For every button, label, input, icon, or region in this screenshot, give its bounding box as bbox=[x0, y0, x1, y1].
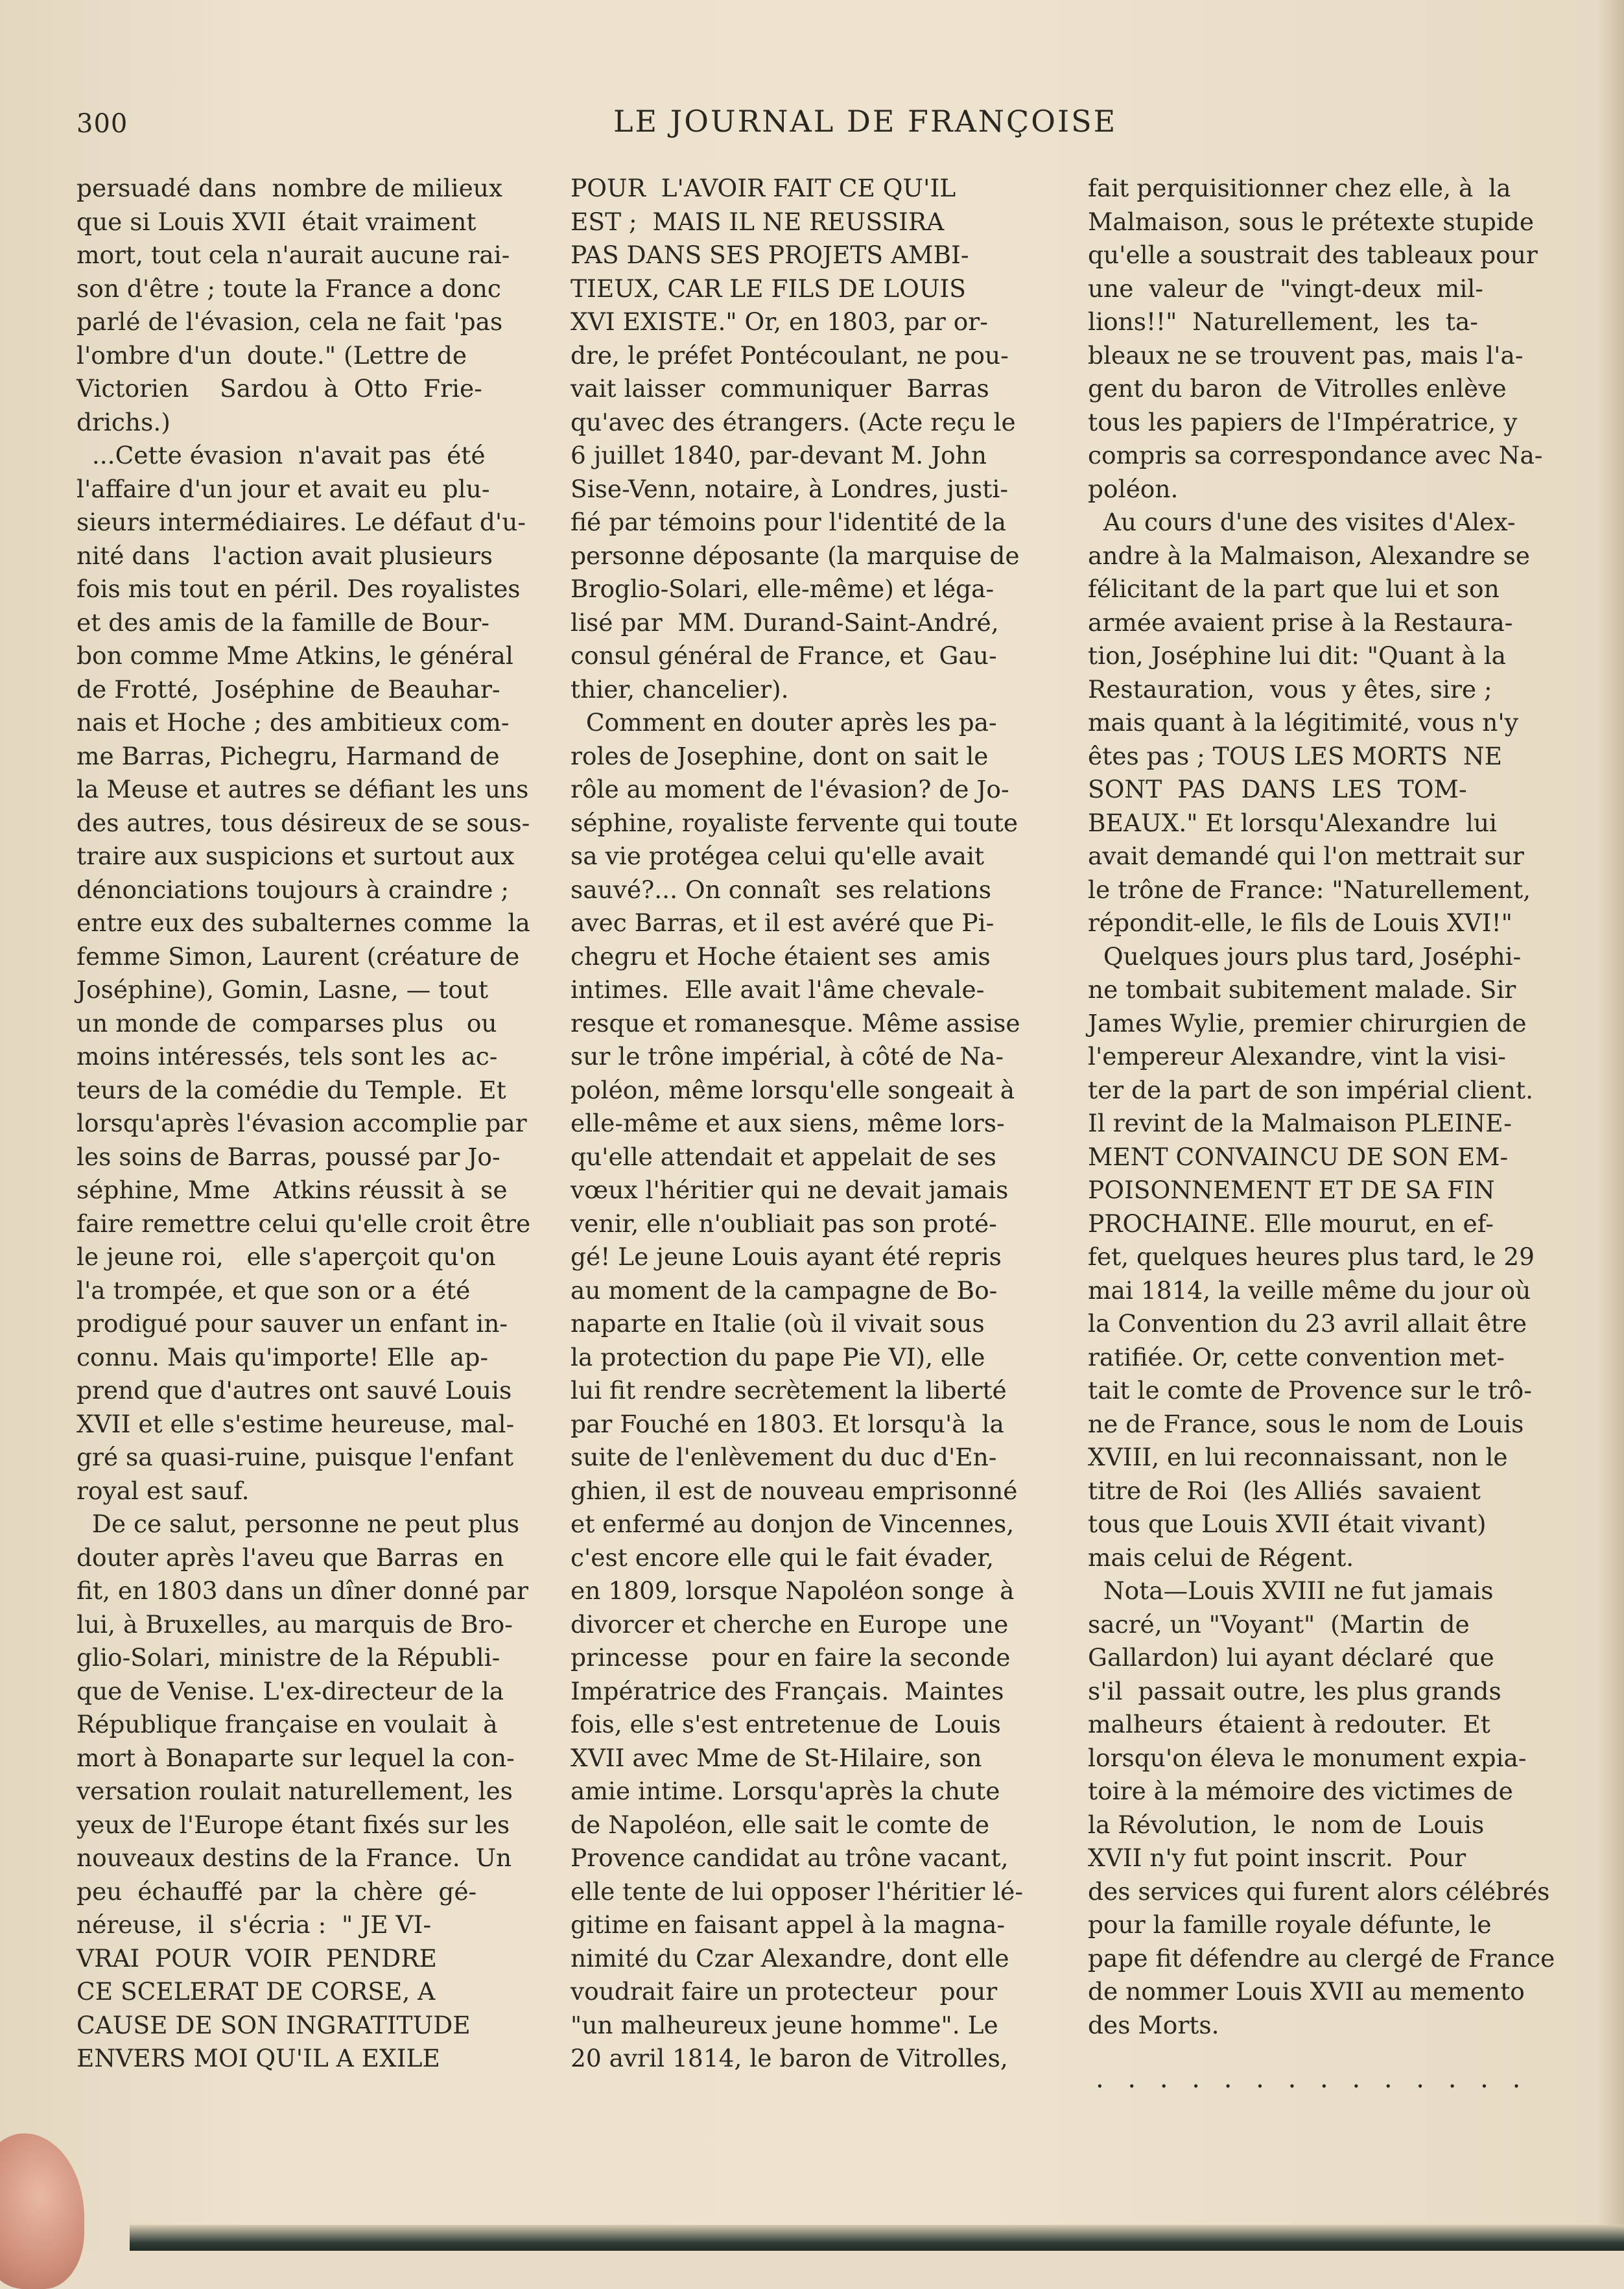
text-line: des autres, tous désireux de se sous- bbox=[76, 808, 530, 837]
text-line: fet, quelques heures plus tard, le 29 bbox=[1088, 1242, 1535, 1271]
text-line: les soins de Barras, poussé par Jo- bbox=[76, 1142, 500, 1171]
text-line: poléon, même lorsqu'elle songeait à bbox=[571, 1075, 1015, 1104]
text-line: faire remettre celui qu'elle croit être bbox=[76, 1209, 531, 1238]
text-line: gent du baron de Vitrolles enlève bbox=[1088, 374, 1507, 403]
text-line: Quelques jours plus tard, Joséphi- bbox=[1088, 942, 1522, 971]
text-line: andre à la Malmaison, Alexandre se bbox=[1088, 541, 1530, 570]
running-title: LE JOURNAL DE FRANÇOISE bbox=[613, 104, 1118, 139]
text-line: Malmaison, sous le prétexte stupide bbox=[1088, 207, 1535, 236]
text-line: des services qui furent alors célébrés bbox=[1088, 1877, 1550, 1906]
text-line: lorsqu'on éleva le monument expia- bbox=[1088, 1743, 1527, 1772]
text-column-1 bbox=[76, 172, 556, 2076]
text-line: entre eux des subalternes comme la bbox=[76, 908, 530, 937]
text-line: "un malheureux jeune homme". Le bbox=[571, 2010, 998, 2039]
text-line: malheurs étaient à redouter. Et bbox=[1088, 1710, 1490, 1738]
text-line: ne tombait subitement malade. Sir bbox=[1088, 975, 1516, 1004]
text-line: POUR L'AVOIR FAIT CE QU'IL bbox=[571, 174, 956, 202]
text-line: me Barras, Pichegru, Harmand de bbox=[76, 741, 500, 770]
text-line: sauvé?... On connaît ses relations bbox=[571, 875, 991, 904]
text-line: Au cours d'une des visites d'Alex- bbox=[1088, 508, 1516, 536]
text-line: lui, à Bruxelles, au marquis de Bro- bbox=[76, 1609, 513, 1639]
page-header bbox=[76, 97, 1587, 143]
text-line: la Révolution, le nom de Louis bbox=[1088, 1810, 1485, 1839]
text-line: divorcer et cherche en Europe une bbox=[571, 1609, 1009, 1639]
text-line: toire à la mémoire des victimes de bbox=[1088, 1777, 1513, 1805]
text-line: de nommer Louis XVII au memento bbox=[1088, 1977, 1525, 2006]
text-line: venir, elle n'oubliait pas son proté- bbox=[571, 1209, 997, 1238]
text-line: nimité du Czar Alexandre, dont elle bbox=[571, 1943, 1009, 1973]
text-line: EST ; MAIS IL NE REUSSIRA bbox=[571, 207, 945, 236]
text-line: tous les papiers de l'Impératrice, y bbox=[1088, 407, 1518, 436]
text-line: 6 juillet 1840, par-devant M. John bbox=[571, 441, 987, 469]
text-line: qu'avec des étrangers. (Acte reçu le bbox=[571, 407, 1016, 436]
text-line: voudrait faire un protecteur pour bbox=[571, 1977, 998, 2006]
text-line: tion, Joséphine lui dit: "Quant à la bbox=[1088, 641, 1507, 670]
text-line: l'empereur Alexandre, vint la visi- bbox=[1088, 1042, 1506, 1071]
text-line: son d'être ; toute la France a donc bbox=[76, 274, 501, 303]
text-line: fait perquisitionner chez elle, à la bbox=[1088, 174, 1511, 202]
text-line: Victorien Sardou à Otto Frie- bbox=[76, 374, 482, 403]
text-line: prodigué pour sauver un enfant in- bbox=[76, 1309, 508, 1338]
text-column-2 bbox=[571, 172, 1070, 2076]
text-line: XVII n'y fut point inscrit. Pour bbox=[1088, 1844, 1466, 1872]
text-line: ne de France, sous le nom de Louis bbox=[1088, 1409, 1524, 1438]
text-line: naparte en Italie (où il vivait sous bbox=[571, 1309, 985, 1338]
text-line: la Convention du 23 avril allait être bbox=[1088, 1309, 1527, 1338]
text-line: mais quant à la légitimité, vous n'y bbox=[1088, 708, 1518, 737]
text-line: connu. Mais qu'importe! Elle ap- bbox=[76, 1342, 488, 1371]
text-line: amie intime. Lorsqu'après la chute bbox=[571, 1777, 1000, 1805]
text-line: Comment en douter après les pa- bbox=[571, 708, 997, 737]
text-line: intimes. Elle avait l'âme chevale- bbox=[571, 975, 985, 1004]
text-line: bon comme Mme Atkins, le général bbox=[76, 641, 513, 670]
thumb-holding-page bbox=[0, 2133, 84, 2289]
text-line: chegru et Hoche étaient ses amis bbox=[571, 942, 991, 971]
text-line: pape fit défendre au clergé de France bbox=[1088, 1943, 1555, 1973]
text-line: félicitant de la part que lui et son bbox=[1088, 575, 1500, 603]
text-line: lorsqu'après l'évasion accomplie par bbox=[76, 1109, 527, 1137]
text-line: de Frotté, Joséphine de Beauhar- bbox=[76, 674, 500, 704]
text-line: répondit-elle, le fils de Louis XVI!" bbox=[1088, 908, 1512, 937]
text-line: XVII et elle s'estime heureuse, mal- bbox=[76, 1409, 515, 1438]
text-line: la protection du pape Pie VI), elle bbox=[571, 1342, 985, 1371]
text-line: royal est sauf. bbox=[76, 1476, 250, 1505]
text-line: SONT PAS DANS LES TOM- bbox=[1088, 775, 1467, 803]
text-line: sur le trône impérial, à côté de Na- bbox=[571, 1042, 1004, 1071]
closing-dots: . . . . . . . . . . . . . . bbox=[1096, 2064, 1529, 2094]
text-line: peu échauffé par la chère gé- bbox=[76, 1877, 477, 1906]
text-line: Joséphine), Gomin, Lasne, — tout bbox=[76, 975, 489, 1004]
text-column-3 bbox=[1088, 172, 1587, 2042]
text-line: personne déposante (la marquise de bbox=[571, 541, 1020, 570]
text-line: teurs de la comédie du Temple. Et bbox=[76, 1075, 506, 1104]
text-line: lisé par MM. Durand-Saint-André, bbox=[571, 608, 999, 637]
text-line: mort à Bonaparte sur lequel la con- bbox=[76, 1743, 515, 1772]
text-line: Impératrice des Français. Maintes bbox=[571, 1676, 1004, 1705]
text-line: versation roulait naturellement, les bbox=[76, 1777, 513, 1805]
text-line: ENVERS MOI QU'IL A EXILE bbox=[76, 2044, 440, 2072]
text-line: gré sa quasi-ruine, puisque l'enfant bbox=[76, 1443, 514, 1471]
text-line: des Morts. bbox=[1088, 2010, 1219, 2039]
text-line: s'il passait outre, les plus grands bbox=[1088, 1676, 1501, 1705]
text-line: et enfermé au donjon de Vincennes, bbox=[571, 1510, 1015, 1538]
text-line: avec Barras, et il est avéré que Pi- bbox=[571, 908, 994, 937]
text-line: PAS DANS SES PROJETS AMBI- bbox=[571, 241, 969, 269]
text-line: XVII avec Mme de St-Hilaire, son bbox=[571, 1743, 982, 1772]
text-line: de Napoléon, elle sait le comte de bbox=[571, 1810, 990, 1839]
text-line: Restauration, vous y êtes, sire ; bbox=[1088, 674, 1492, 704]
text-line: l'a trompée, et que son or a été bbox=[76, 1275, 471, 1305]
text-line: rôle au moment de l'évasion? de Jo- bbox=[571, 775, 1009, 803]
text-line: suite de l'enlèvement du duc d'En- bbox=[571, 1443, 997, 1471]
text-line: De ce salut, personne ne peut plus bbox=[76, 1510, 520, 1538]
text-line: glio-Solari, ministre de la Républi- bbox=[76, 1643, 500, 1672]
text-line: un monde de comparses plus ou bbox=[76, 1008, 497, 1038]
text-line: vœux l'héritier qui ne devait jamais bbox=[571, 1176, 1009, 1204]
text-line: CE SCELERAT DE CORSE, A bbox=[76, 1977, 436, 2006]
text-line: nais et Hoche ; des ambitieux com- bbox=[76, 708, 510, 737]
text-line: thier, chancelier). bbox=[571, 674, 789, 704]
text-line: nité dans l'action avait plusieurs bbox=[76, 541, 493, 570]
text-line: séphine, royaliste fervente qui toute bbox=[571, 808, 1018, 837]
text-line: CAUSE DE SON INGRATITUDE bbox=[76, 2010, 471, 2039]
text-line: que de Venise. L'ex-directeur de la bbox=[76, 1676, 504, 1705]
text-line: qu'elle a soustrait des tableaux pour bbox=[1088, 241, 1538, 269]
text-line: VRAI POUR VOIR PENDRE bbox=[76, 1943, 437, 1973]
page-number: 300 bbox=[76, 109, 128, 139]
text-line: ghien, il est de nouveau emprisonné bbox=[571, 1476, 1018, 1505]
text-line: en 1809, lorsque Napoléon songe à bbox=[571, 1576, 1015, 1605]
text-line: Il revint de la Malmaison PLEINE- bbox=[1088, 1109, 1512, 1137]
text-line: qu'elle attendait et appelait de ses bbox=[571, 1142, 996, 1171]
text-line: séphine, Mme Atkins réussit à se bbox=[76, 1176, 508, 1204]
text-line: néreuse, il s'écria : " JE VI- bbox=[76, 1910, 432, 1939]
text-line: gé! Le jeune Louis ayant été repris bbox=[571, 1242, 1002, 1271]
text-line: pour la famille royale défunte, le bbox=[1088, 1910, 1492, 1939]
text-line: sieurs intermédiaires. Le défaut d'u- bbox=[76, 508, 526, 536]
text-line: lui fit rendre secrètement la liberté bbox=[571, 1376, 1007, 1405]
text-line: Gallardon) lui ayant déclaré que bbox=[1088, 1643, 1494, 1672]
text-line: l'ombre d'un doute." (Lettre de bbox=[76, 340, 467, 370]
text-line: une valeur de "vingt-deux mil- bbox=[1088, 274, 1483, 303]
text-line: princesse pour en faire la seconde bbox=[571, 1643, 1011, 1672]
text-line: le trône de France: "Naturellement, bbox=[1088, 875, 1531, 904]
text-line: Provence candidat au trône vacant, bbox=[571, 1844, 1009, 1872]
text-line: roles de Josephine, dont on sait le bbox=[571, 741, 989, 770]
text-line: drichs.) bbox=[76, 407, 171, 436]
scan-bottom-edge bbox=[130, 2225, 1624, 2251]
text-line: James Wylie, premier chirurgien de bbox=[1088, 1008, 1527, 1038]
text-line: BEAUX." Et lorsqu'Alexandre lui bbox=[1088, 808, 1497, 837]
text-line: la Meuse et autres se défiant les uns bbox=[76, 775, 529, 803]
text-line: MENT CONVAINCU DE SON EM- bbox=[1088, 1142, 1509, 1171]
text-line: le jeune roi, elle s'aperçoit qu'on bbox=[76, 1242, 496, 1271]
text-line: TIEUX, CAR LE FILS DE LOUIS bbox=[571, 274, 966, 303]
text-line: nouveaux destins de la France. Un bbox=[76, 1844, 512, 1872]
text-line: tait le comte de Provence sur le trô- bbox=[1088, 1376, 1532, 1405]
text-line: parlé de l'évasion, cela ne fait 'pas bbox=[76, 307, 503, 336]
text-line: persuadé dans nombre de milieux bbox=[76, 174, 503, 202]
text-line: fois, elle s'est entretenue de Louis bbox=[571, 1710, 1001, 1738]
text-line: mai 1814, la veille même du jour où bbox=[1088, 1275, 1531, 1305]
text-line: traire aux suspicions et surtout aux bbox=[76, 842, 515, 870]
text-line: sa vie protégea celui qu'elle avait bbox=[571, 842, 985, 870]
text-line: compris sa correspondance avec Na- bbox=[1088, 441, 1543, 469]
text-line: Nota—Louis XVIII ne fut jamais bbox=[1088, 1576, 1494, 1605]
text-line: elle tente de lui opposer l'héritier lé- bbox=[571, 1877, 1024, 1906]
text-line: prend que d'autres ont sauvé Louis bbox=[76, 1376, 512, 1405]
text-line: femme Simon, Laurent (créature de bbox=[76, 942, 520, 971]
text-line: fié par témoins pour l'identité de la bbox=[571, 508, 1006, 536]
text-line: que si Louis XVII était vraiment bbox=[76, 207, 477, 236]
text-line: 20 avril 1814, le baron de Vitrolles, bbox=[571, 2044, 1008, 2072]
text-line: dénonciations toujours à craindre ; bbox=[76, 875, 510, 904]
text-line: tous que Louis XVII était vivant) bbox=[1088, 1510, 1487, 1538]
text-line: par Fouché en 1803. Et lorsqu'à la bbox=[571, 1409, 1004, 1438]
text-line: ratifiée. Or, cette convention met- bbox=[1088, 1342, 1505, 1371]
text-line: lions!!" Naturellement, les ta- bbox=[1088, 307, 1478, 336]
text-line: moins intéressés, tels sont les ac- bbox=[76, 1042, 498, 1071]
text-line: au moment de la campagne de Bo- bbox=[571, 1275, 998, 1305]
text-line: êtes pas ; TOUS LES MORTS NE bbox=[1088, 741, 1503, 770]
text-line: avait demandé qui l'on mettrait sur bbox=[1088, 842, 1524, 870]
text-line: et des amis de la famille de Bour- bbox=[76, 608, 489, 637]
text-line: gitime en faisant appel à la magna- bbox=[571, 1910, 1006, 1939]
text-line: mort, tout cela n'aurait aucune rai- bbox=[76, 241, 510, 269]
text-line: elle-même et aux siens, même lors- bbox=[571, 1109, 1005, 1137]
text-line: resque et romanesque. Même assise bbox=[571, 1008, 1020, 1038]
text-line: République française en voulait à bbox=[76, 1710, 498, 1738]
text-line: Sise-Venn, notaire, à Londres, justi- bbox=[571, 474, 1009, 503]
page-edge-shadow bbox=[1598, 0, 1624, 2251]
text-line: PROCHAINE. Elle mourut, en ef- bbox=[1088, 1209, 1494, 1238]
text-line: fit, en 1803 dans un dîner donné par bbox=[76, 1576, 528, 1605]
text-line: yeux de l'Europe étant fixés sur les bbox=[76, 1810, 510, 1839]
text-line: bleaux ne se trouvent pas, mais l'a- bbox=[1088, 340, 1524, 370]
text-line: vait laisser communiquer Barras bbox=[571, 374, 989, 403]
text-line: titre de Roi (les Alliés savaient bbox=[1088, 1476, 1481, 1505]
text-line: l'affaire d'un jour et avait eu plu- bbox=[76, 474, 490, 503]
text-line: Broglio-Solari, elle-même) et léga- bbox=[571, 575, 994, 603]
text-line: mais celui de Régent. bbox=[1088, 1543, 1354, 1572]
text-line: POISONNEMENT ET DE SA FIN bbox=[1088, 1176, 1495, 1204]
text-line: sacré, un "Voyant" (Martin de bbox=[1088, 1609, 1470, 1639]
text-line: consul général de France, et Gau- bbox=[571, 641, 997, 670]
text-line: armée avaient prise à la Restaura- bbox=[1088, 608, 1513, 637]
text-line: ter de la part de son impérial client. bbox=[1088, 1075, 1534, 1104]
text-line: fois mis tout en péril. Des royalistes bbox=[76, 575, 521, 603]
text-line: dre, le préfet Pontécoulant, ne pou- bbox=[571, 340, 1009, 370]
text-line: XVIII, en lui reconnaissant, non le bbox=[1088, 1443, 1508, 1471]
text-line: ...Cette évasion n'avait pas été bbox=[76, 441, 486, 469]
text-line: c'est encore elle qui le fait évader, bbox=[571, 1543, 994, 1572]
text-line: poléon. bbox=[1088, 474, 1179, 503]
text-line: XVI EXISTE." Or, en 1803, par or- bbox=[571, 307, 988, 336]
text-line: douter après l'aveu que Barras en bbox=[76, 1543, 504, 1572]
